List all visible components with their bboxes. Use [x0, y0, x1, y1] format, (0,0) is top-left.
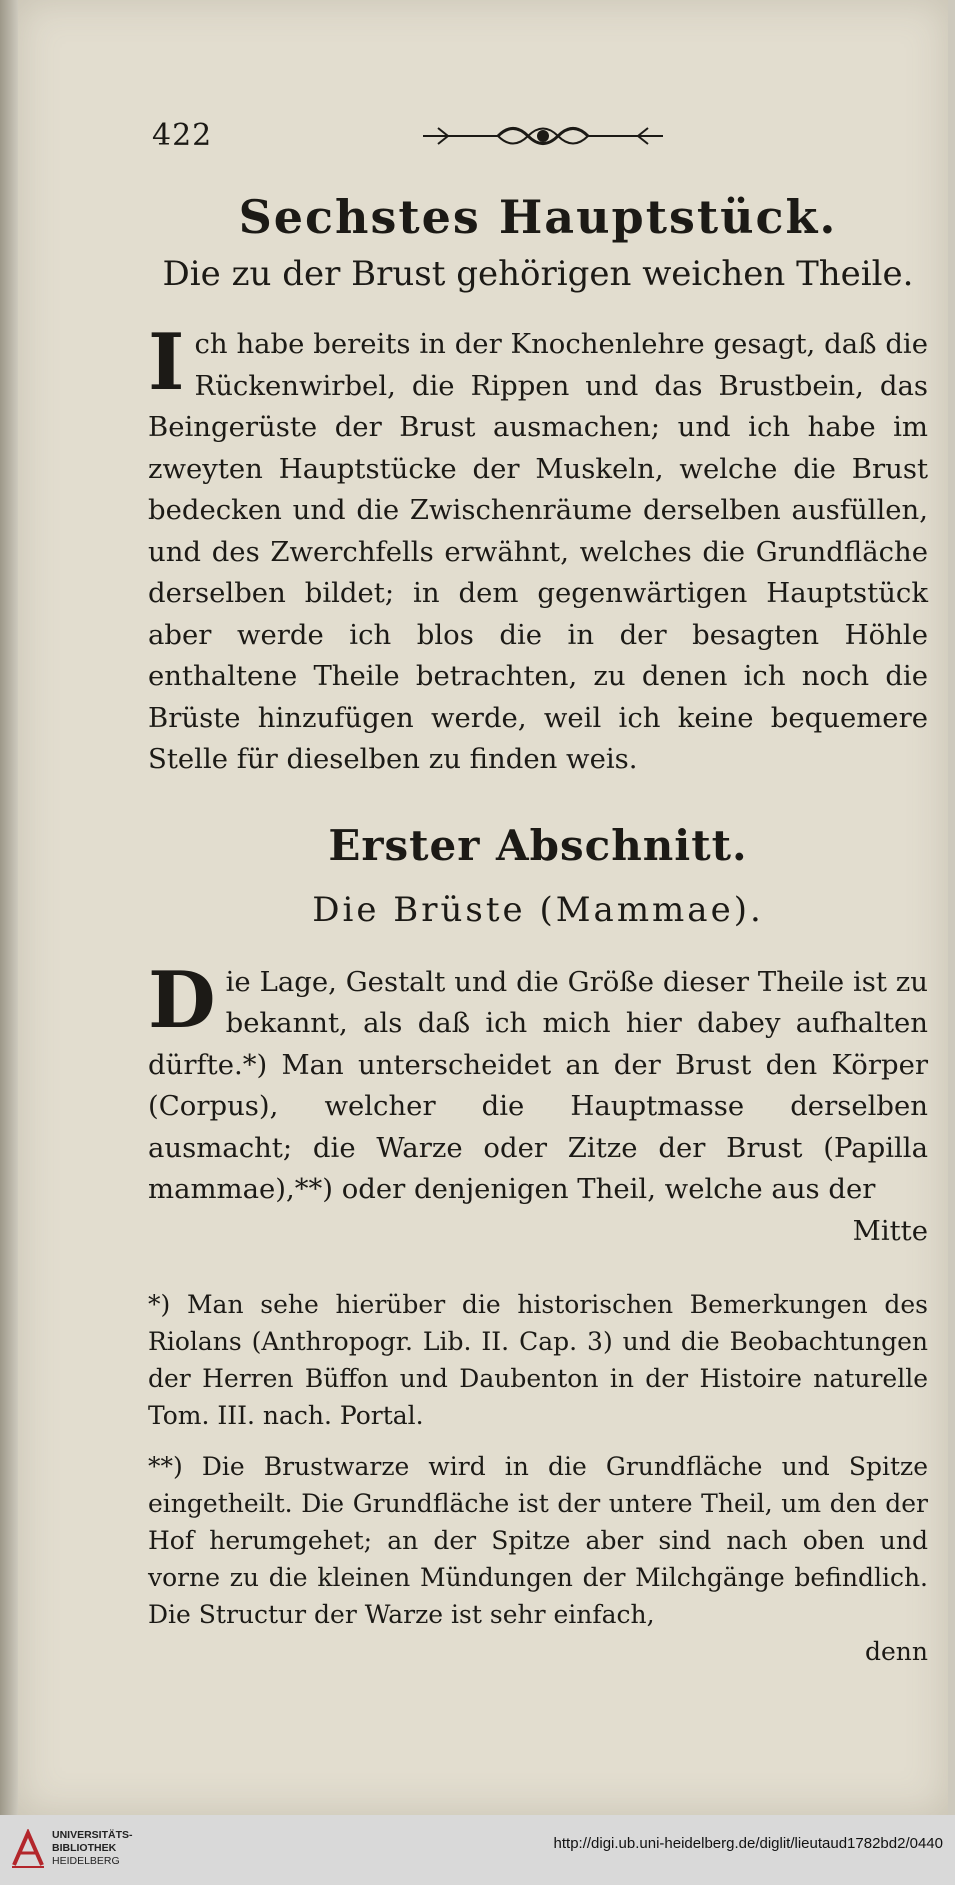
- section-title: Erster Abschnitt.: [328, 820, 748, 870]
- library-line-2: BIBLIOTHEK: [52, 1842, 117, 1854]
- footnotes: [148, 1286, 928, 1670]
- source-url-link[interactable]: http://digi.ub.uni-heidelberg.de/diglit/lieutaud1782bd2/0440: [553, 1835, 943, 1852]
- section-text: ie Lage, Gestalt und die Größe dieser Theile ist zu bekannt, als daß ich mich hier dabey aufhalten dürfte.*) Man unterscheidet an der Brust den Körper (Corpus), welcher die Hauptmasse derselben ausmacht; die Warze oder Zitze der Brust (Papilla mammae),**) oder denjenigen Theil, welche aus der: [148, 965, 928, 1205]
- chapter-title: Sechstes Hauptstück.: [238, 190, 838, 244]
- library-logo-icon[interactable]: [10, 1829, 46, 1869]
- footnote-catch-word: denn: [864, 1637, 928, 1666]
- footnote-2: **) Die Brustwarze wird in die Grundfläche und Spitze eingetheilt. Die Grundfläche ist der untere Theil, um den der Hof herumgehet; an der Spitze aber sind nach oben und vorne zu die kleinen Mündungen der Milchgänge befindlich. Die Structur der Warze ist sehr einfach,: [148, 1452, 928, 1629]
- section-paragraph: [148, 954, 928, 1211]
- section-dropcap: D: [148, 954, 216, 1046]
- intro-dropcap: I: [148, 317, 185, 408]
- page-header: [148, 110, 928, 170]
- library-line-1: UNIVERSITÄTS-: [52, 1829, 133, 1841]
- page-content: [148, 110, 928, 1670]
- library-name[interactable]: [52, 1829, 133, 1868]
- ornament-icon: [418, 116, 668, 156]
- scanned-page: [18, 0, 948, 1815]
- footer-bar: [0, 1815, 955, 1885]
- section-subtitle: Die Brüste (Mammae).: [312, 889, 764, 930]
- page-number: 422: [152, 118, 213, 153]
- footnote-1: *) Man sehe hierüber die historischen Bemerkungen des Riolans (Anthropogr. Lib. II. Cap. 3) und die Beobachtungen der Herren Büffon und Daubenton in der Histoire naturelle Tom. III. nach. Portal.: [148, 1290, 928, 1430]
- chapter-subtitle: Die zu der Brust gehörigen weichen Theile.: [162, 254, 914, 294]
- page-edge-shadow: [0, 0, 18, 1815]
- intro-text: ch habe bereits in der Knochenlehre gesagt, daß die Rückenwirbel, die Rippen und das Brustbein, das Beingerüste der Brust ausmachen; und ich habe im zweyten Hauptstücke der Muskeln, welche die Brust bedecken und die Zwischenräume derselben ausfüllen, und des Zwerchfells erwähnt, welches die Grundfläche derselben bildet; in dem gegenwärtigen Hauptstück aber werde ich blos die in der besagten Höhle enthaltene Theile betrachten, zu denen ich noch die Brüste hinzufügen werde, weil ich keine bequemere Stelle für dieselben zu finden weis.: [148, 328, 928, 775]
- intro-paragraph: [148, 317, 928, 781]
- catch-word: Mitte: [852, 1214, 928, 1247]
- library-line-3: HEIDELBERG: [52, 1855, 120, 1867]
